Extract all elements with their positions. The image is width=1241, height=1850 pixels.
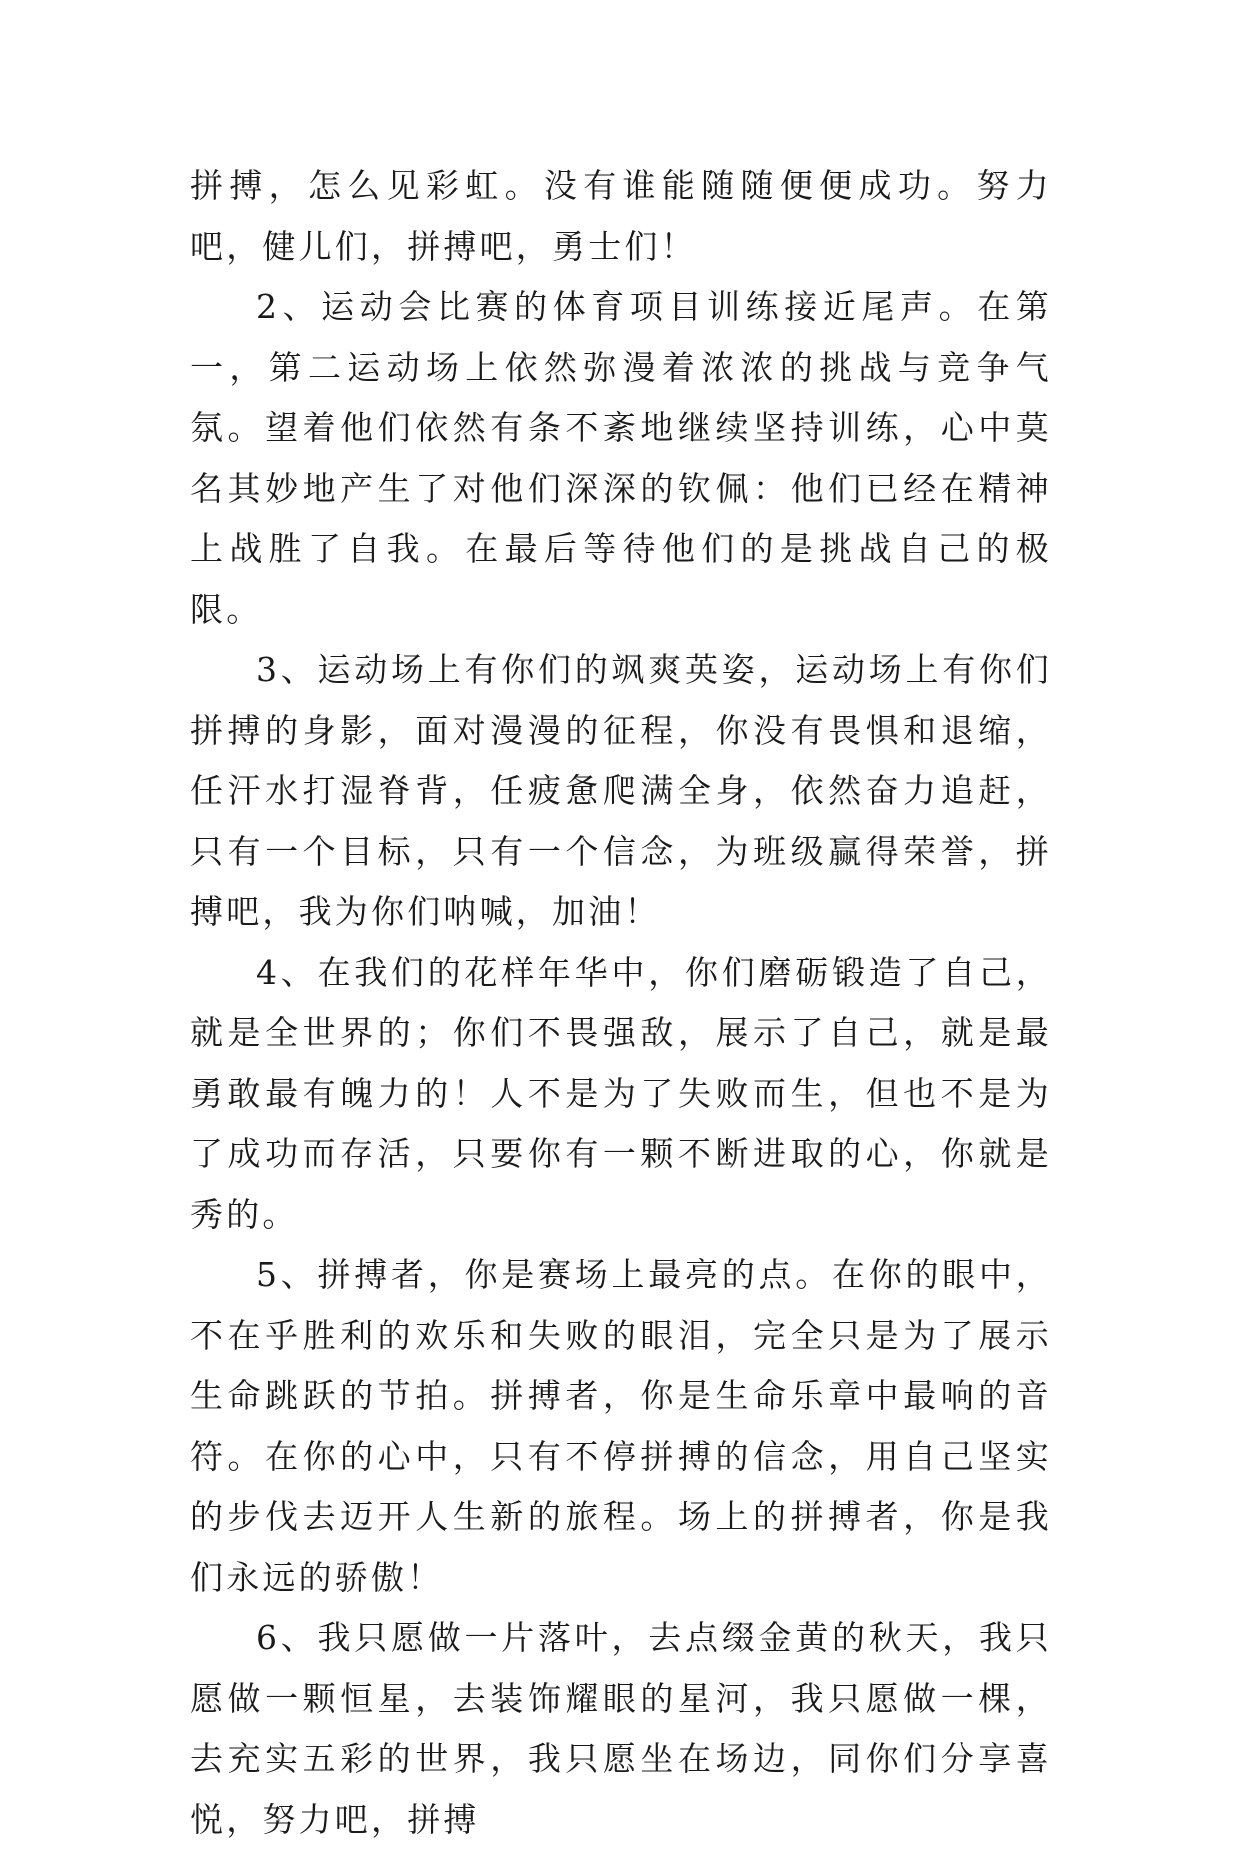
paragraph-continuation: 拼搏，怎么见彩虹。没有谁能随随便便成功。努力吧，健儿们，拼搏吧，勇士们！ xyxy=(190,166,1052,266)
paragraph-item-6: 6、我只愿做一片落叶，去点缀金黄的秋天，我只愿做一颗恒星，去装饰耀眼的星河，我只愿做一棵，去充实五彩的世界，我只愿坐在场边，同你们分享喜悦，努力吧，拼搏 xyxy=(190,1618,1052,1839)
paragraph-item-4: 4、在我们的花样年华中，你们磨砺锻造了自己，就是全世界的；你们不畏强敌，展示了自己，就是最勇敢最有魄力的！人不是为了失败而生，但也不是为了成功而存活，只要你有一颗不断进取的心，你就是秀的。 xyxy=(190,952,1052,1234)
paragraph-item-5: 5、拼搏者，你是赛场上最亮的点。在你的眼中，不在乎胜利的欢乐和失败的眼泪，完全只是为了展示生命跳跃的节拍。拼搏者，你是生命乐章中最响的音符。在你的心中，只有不停拼搏的信念，用自己坚实的步伐去迈开人生新的旅程。场上的拼搏者，你是我们永远的骄傲！ xyxy=(190,1255,1052,1597)
paragraph-item-3: 3、运动场上有你们的飒爽英姿，运动场上有你们拼搏的身影，面对漫漫的征程，你没有畏惧和退缩，任汗水打湿脊背，任疲惫爬满全身，依然奋力追赶，只有一个目标，只有一个信念，为班级赢得荣誉，拼搏吧，我为你们呐喊，加油！ xyxy=(190,650,1052,931)
paragraph-item-2: 2、运动会比赛的体育项目训练接近尾声。在第一，第二运动场上依然弥漫着浓浓的挑战与竞争气氛。望着他们依然有条不紊地继续坚持训练，心中莫名其妙地产生了对他们深深的钦佩：他们已经在精神上战胜了自我。在最后等待他们的是挑战自己的极限。 xyxy=(190,287,1052,629)
document-body xyxy=(190,156,1052,1850)
